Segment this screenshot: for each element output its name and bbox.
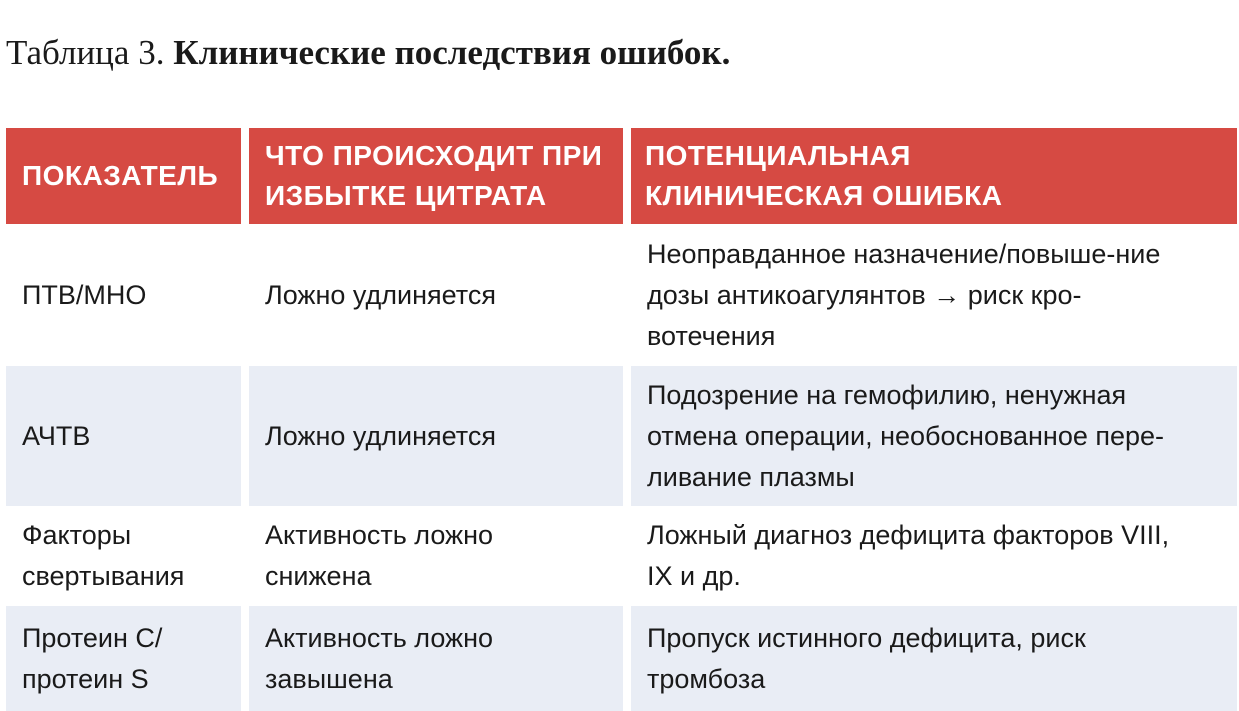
table-cell-indicator: Факторы свертывания (22, 520, 185, 591)
table-title: Клинические последствия ошибок. (173, 33, 731, 72)
table-caption (6, 30, 730, 76)
table-cell-indicator: АЧТВ (6, 366, 241, 506)
column-header-effect: ЧТО ПРОИСХОДИТ ПРИ ИЗБЫТКЕ ЦИТРАТА (249, 128, 623, 224)
column-header-error: ПОТЕНЦИАЛЬНАЯ КЛИНИЧЕСКАЯ ОШИБКА (631, 128, 1237, 224)
consequences-table (6, 128, 1237, 711)
table-cell-effect: Ложно удлиняется (249, 366, 623, 506)
table-cell-error: Подозрение на гемофилию, ненужная отмена операции, необоснованное пере-ливание плазмы (631, 366, 1237, 506)
table-cell-error: Ложный диагноз дефицита факторов VIII, IX и др. (647, 520, 1170, 591)
table-cell-indicator: Протеин С/ протеин S (6, 606, 241, 711)
table-cell-error: Неоправданное назначение/повыше-ние дозы антикоагулянтов → риск кро-вотечения (647, 238, 1161, 351)
table-number: Таблица 3. (6, 33, 165, 72)
table-cell-error: Пропуск истинного дефицита, риск тромбоза (631, 606, 1237, 711)
table-cell-effect: Активность ложно снижена (265, 520, 494, 591)
table-cell-effect: Активность ложно завышена (249, 606, 623, 711)
column-header-indicator: ПОКАЗАТЕЛЬ (6, 128, 241, 224)
table-cell-effect: Ложно удлиняется (265, 279, 496, 310)
table-cell-indicator: ПТВ/МНО (22, 279, 147, 310)
